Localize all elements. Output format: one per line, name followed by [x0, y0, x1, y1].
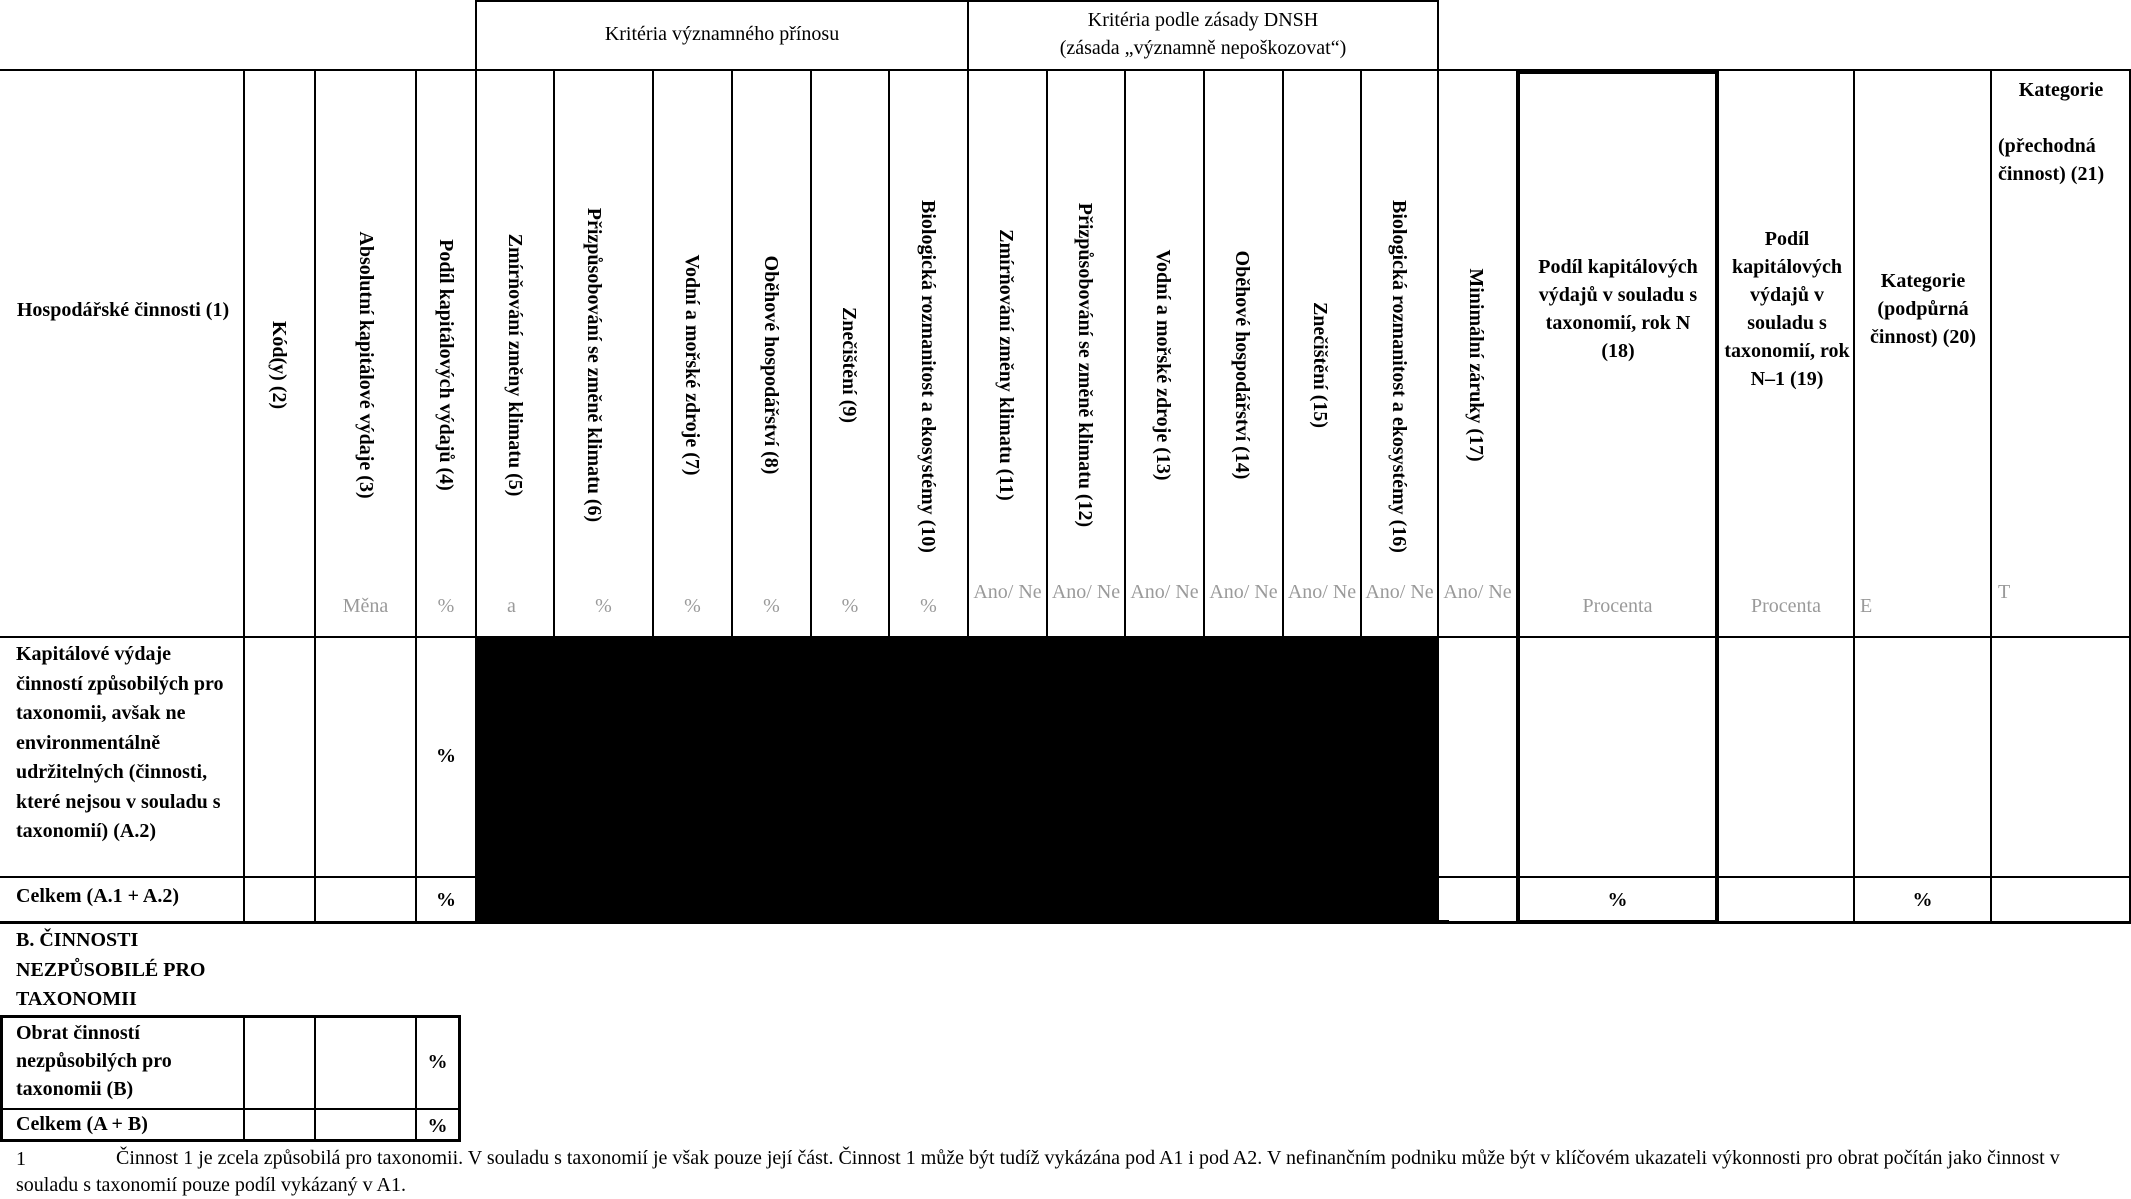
row-total-a-label: Celkem (A.1 + A.2) — [16, 885, 180, 907]
unit-c5: a — [507, 595, 516, 617]
col-header-minimum-safeguards: Minimální záruky (17) — [1465, 268, 1487, 462]
dnsh-header — [969, 6, 1437, 62]
unit-c4: % — [437, 595, 455, 617]
row-total-a-capex-share: % — [436, 889, 456, 911]
unit-c20: E — [1860, 595, 1873, 617]
unit-c10: % — [920, 595, 937, 617]
col-header-capex-share: Podíl kapitálových výdajů (4) — [435, 239, 457, 491]
col-header-biodiversity-dnsh: Biologická rozmanitost a ekosystémy (16) — [1388, 200, 1410, 553]
substantial-contribution-header: Kritéria významného přínosu — [604, 23, 840, 45]
unit-c15: Ano/ Ne — [1287, 581, 1357, 603]
col-header-climate-adaptation-dnsh: Přizpůsobování se změně klimatu (12) — [1074, 202, 1096, 528]
col-header-transitional-category-line2: (přechodná činnost) (21) — [1998, 135, 2105, 185]
row-a2-label: Kapitálové výdaje činností způsobilých pro taxonomii, avšak ne environmentálně udržitelných (činnosti, které nejsou v souladu s taxonomií) (A.2) — [16, 643, 224, 842]
footnote-number: 1 — [16, 1148, 26, 1170]
row-b-capex-share: % — [427, 1051, 448, 1073]
col-header-pollution-dnsh: Znečištění (15) — [1309, 301, 1331, 429]
col-header-codes: Kód(y) (2) — [268, 320, 290, 410]
col-header-aligned-share-n1: Podíl kapitálových výdajů v souladu s taxonomií, rok N–1 (19) — [1724, 228, 1850, 390]
unit-c3: Měna — [342, 595, 389, 617]
footnote-text: Činnost 1 je zcela způsobilá pro taxonomii. V souladu s taxonomií je však pouze její část. Činnost 1 může být tudíž vykázána pod A1 i pod A2. V nefinančním podniku může být v klíčovém ukazateli výkonnosti pro obrat počítán jako činnost v souladu s taxonomií pouze podíl vykázaný v A1. — [16, 1147, 2060, 1196]
row-a2-capex-share: % — [436, 745, 456, 767]
dnsh-header-line2: (zásada „významně nepoškozovat“) — [1059, 37, 1347, 59]
unit-c21: T — [1998, 581, 2011, 603]
col-header-water-sc: Vodní a mořské zdroje (7) — [681, 254, 703, 476]
unit-c12: Ano/ Ne — [1051, 581, 1121, 603]
unit-c13: Ano/ Ne — [1130, 581, 1199, 603]
unit-c8: % — [763, 595, 780, 617]
col-header-climate-adaptation-sc: Přizpůsobování se změně klimatu (6) — [583, 207, 605, 523]
col-header-economic-activities: Hospodářské činnosti (1) — [16, 299, 230, 321]
col-header-enabling-category: Kategorie (podpůrná činnost) (20) — [1869, 270, 1977, 348]
col-header-circular-economy-dnsh: Oběhové hospodářství (14) — [1231, 250, 1253, 480]
col-header-transitional-category — [1994, 76, 2128, 188]
unit-c7: % — [684, 595, 701, 617]
unit-c17: Ano/ Ne — [1443, 581, 1512, 603]
row-total-a-aligned-share-n: % — [1607, 889, 1628, 911]
col-header-climate-mitigation-dnsh: Zmírňování změny klimatu (11) — [995, 229, 1017, 501]
unit-c18: Procenta — [1582, 595, 1653, 617]
col-header-circular-economy-sc: Oběhové hospodářství (8) — [760, 255, 782, 475]
row-total-a-enabling: % — [1912, 889, 1933, 911]
row-total-ab-capex-share: % — [427, 1115, 448, 1137]
col-header-water-dnsh: Vodní a mořské zdroje (13) — [1152, 249, 1174, 481]
col-header-aligned-share-n: Podíl kapitálových výdajů v souladu s taxonomií, rok N (18) — [1538, 256, 1698, 362]
col-header-biodiversity-sc: Biologická rozmanitost a ekosystémy (10) — [917, 200, 939, 553]
col-header-pollution-sc: Znečištění (9) — [838, 306, 860, 424]
row-total-ab-label: Celkem (A + B) — [16, 1113, 148, 1135]
unit-c9: % — [841, 595, 859, 617]
dnsh-header-line1: Kritéria podle zásady DNSH — [1087, 9, 1319, 31]
unit-c14: Ano/ Ne — [1209, 581, 1278, 603]
unit-c6: % — [595, 595, 612, 617]
col-header-climate-mitigation-sc: Zmírňování změny klimatu (5) — [504, 233, 526, 497]
unit-c16: Ano/ Ne — [1365, 581, 1434, 603]
col-header-absolute-capex: Absolutní kapitálové výdaje (3) — [355, 231, 377, 499]
col-header-transitional-category-line1: Kategorie — [2018, 79, 2104, 101]
unit-c11: Ano/ Ne — [973, 581, 1042, 603]
row-b-label: Obrat činností nezpůsobilých pro taxonomii (B) — [16, 1022, 172, 1100]
section-b-heading: B. ČINNOSTI NEZPŮSOBILÉ PRO TAXONOMII — [16, 929, 206, 1010]
unit-c19: Procenta — [1751, 595, 1821, 617]
